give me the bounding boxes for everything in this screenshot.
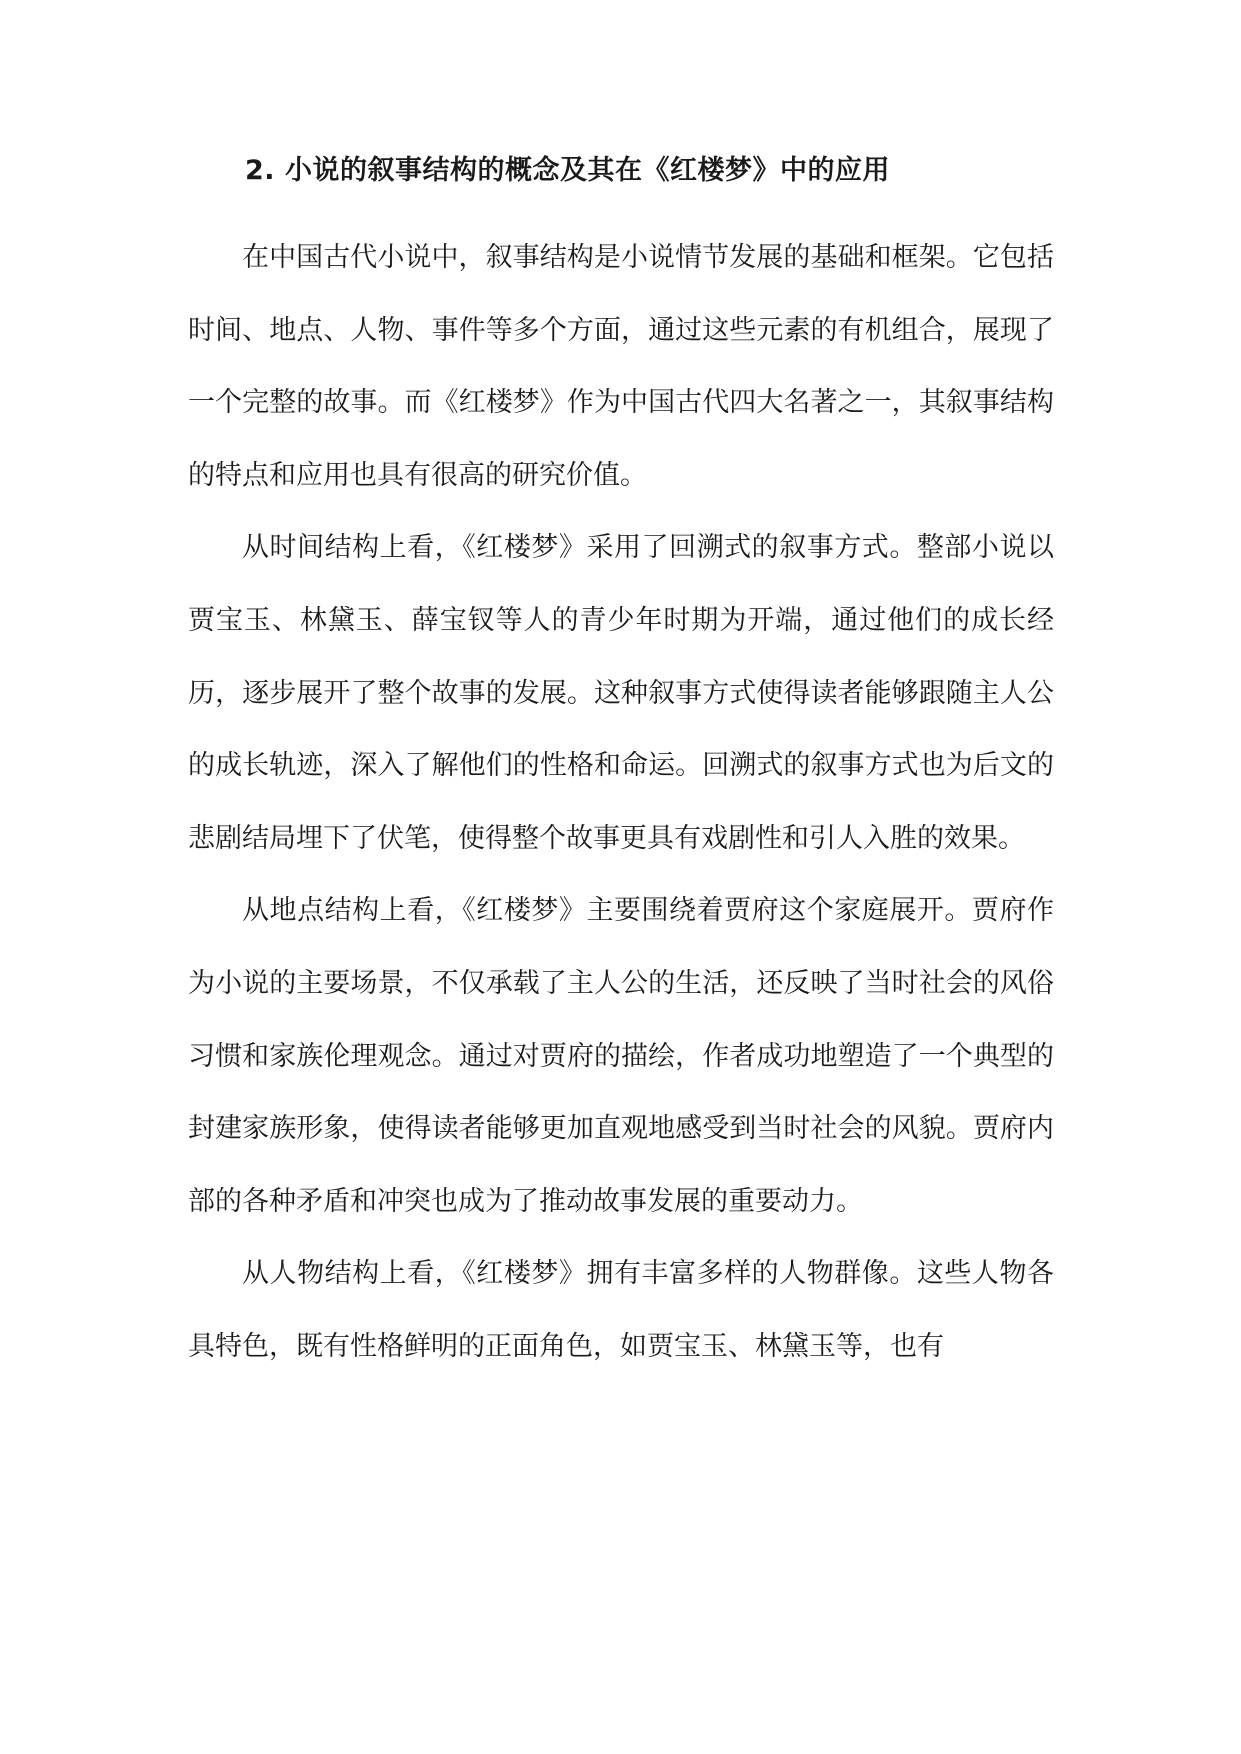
paragraph-time-structure: 从时间结构上看，《红楼梦》采用了回溯式的叙事方式。整部小说以贾宝玉、林黛玉、薛宝钗等人的青少年时期为开端，通过他们的成长经历，逐步展开了整个故事的发展。这种叙事方式使得读者能够跟随主人公的成长轨迹，深入了解他们的性格和命运。回溯式的叙事方式也为后文的悲剧结局埋下了伏笔，使得整个故事更具有戏剧性和引人入胜的效果。: [188, 532, 1054, 854]
paragraph-character-structure: 从人物结构上看，《红楼梦》拥有丰富多样的人物群像。这些人物各具特色，既有性格鲜明的正面角色，如贾宝玉、林黛玉等，也有: [188, 1258, 1054, 1362]
document-page: [188, 150, 1054, 1384]
paragraph-place-structure: 从地点结构上看，《红楼梦》主要围绕着贾府这个家庭展开。贾府作为小说的主要场景，不仅承载了主人公的生活，还反映了当时社会的风俗习惯和家族伦理观念。通过对贾府的描绘，作者成功地塑造了一个典型的封建家族形象，使得读者能够更加直观地感受到当时社会的风貌。贾府内部的各种矛盾和冲突也成为了推动故事发展的重要动力。: [188, 895, 1054, 1217]
paragraph-intro: 在中国古代小说中，叙事结构是小说情节发展的基础和框架。它包括时间、地点、人物、事件等多个方面，通过这些元素的有机组合，展现了一个完整的故事。而《红楼梦》作为中国古代四大名著之一，其叙事结构的特点和应用也具有很高的研究价值。: [188, 242, 1054, 491]
section-heading: 2. 小说的叙事结构的概念及其在《红楼梦》中的应用: [245, 155, 890, 186]
